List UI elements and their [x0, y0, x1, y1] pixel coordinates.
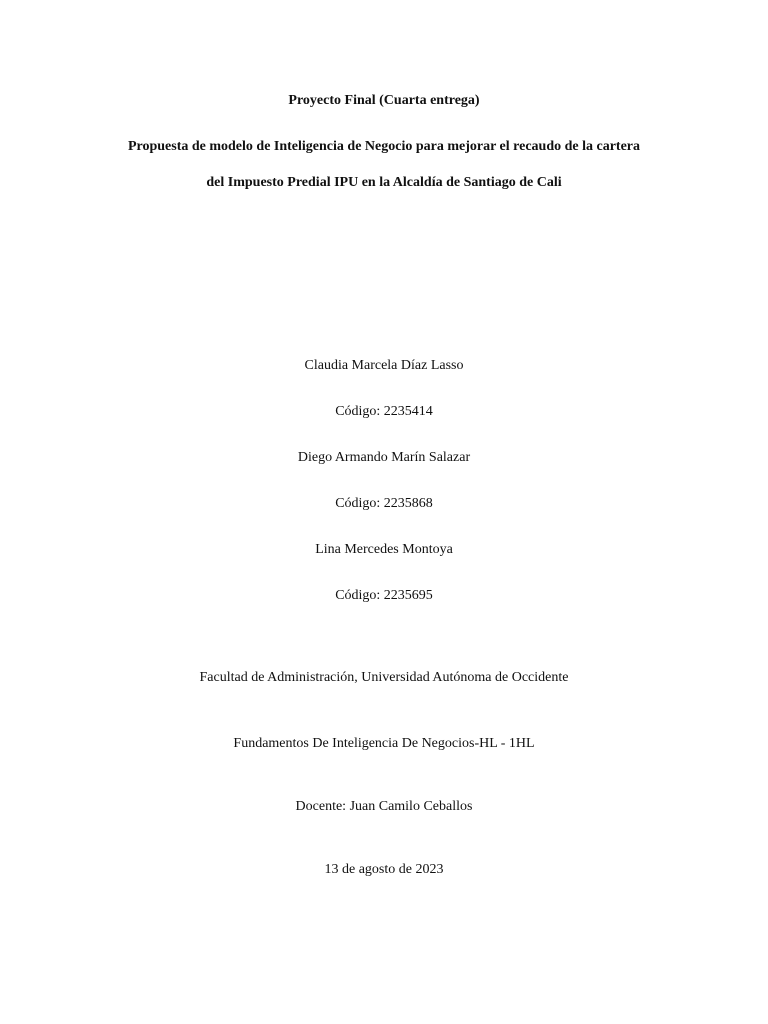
teacher-line: Docente: Juan Camilo Ceballos	[295, 799, 473, 814]
author-name-1: Claudia Marcela Díaz Lasso	[304, 358, 464, 373]
document-title-line-1: Propuesta de modelo de Inteligencia de Negocio para mejorar el recaudo de la cartera	[127, 139, 641, 154]
author-name-2: Diego Armando Marín Salazar	[297, 450, 471, 465]
author-code-3: Código: 2235695	[335, 588, 433, 603]
faculty-line: Facultad de Administración, Universidad Autónoma de Occidente	[199, 670, 569, 685]
author-name-3: Lina Mercedes Montoya	[315, 542, 453, 557]
course-line: Fundamentos De Inteligencia De Negocios-HL - 1HL	[233, 736, 535, 751]
date-line: 13 de agosto de 2023	[324, 862, 444, 877]
author-code-1: Código: 2235414	[335, 404, 433, 419]
document-title-line-2: del Impuesto Predial IPU en la Alcaldía de Santiago de Cali	[206, 175, 562, 190]
author-code-2: Código: 2235868	[335, 496, 433, 511]
document-heading: Proyecto Final (Cuarta entrega)	[288, 93, 480, 108]
